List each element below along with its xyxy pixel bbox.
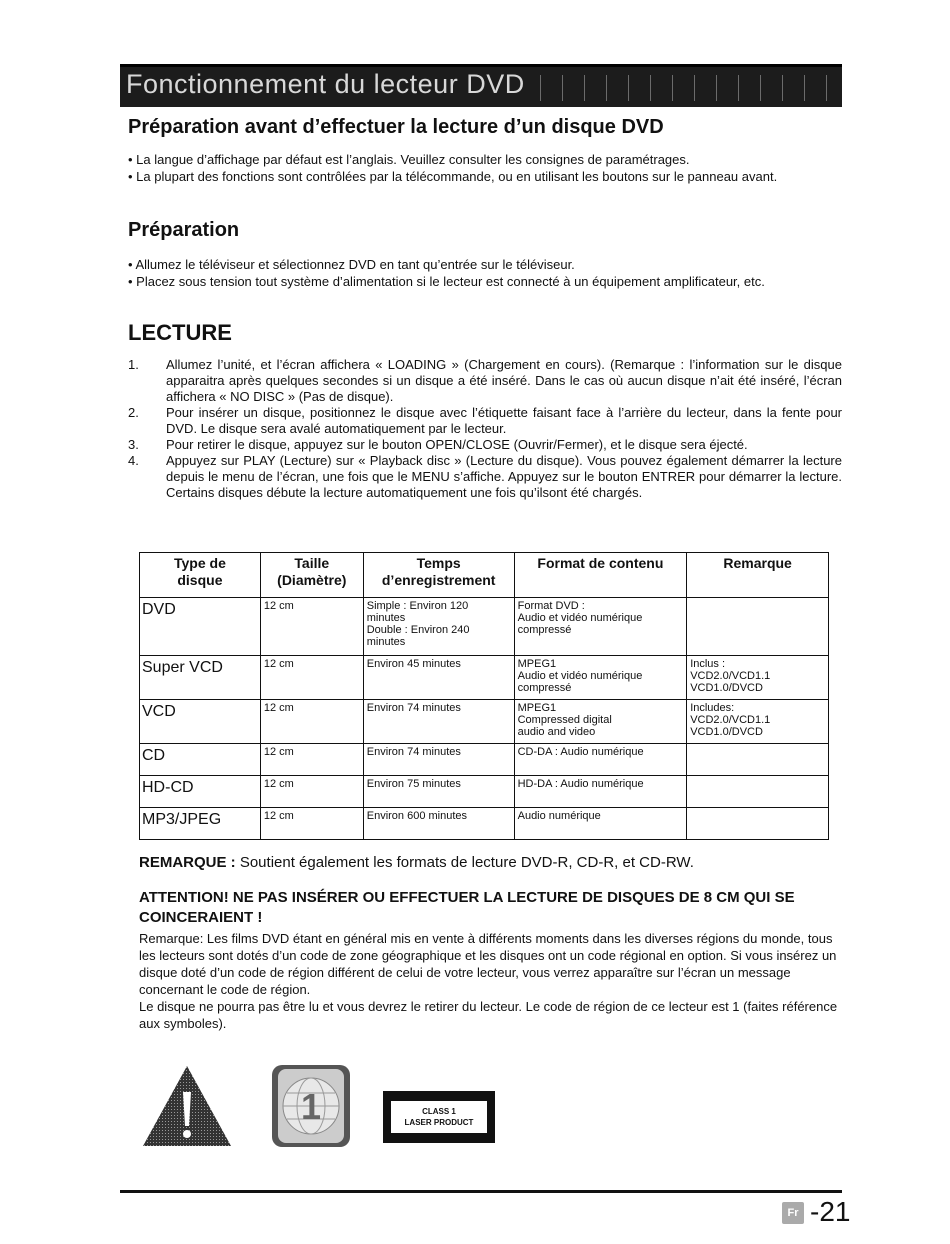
step-item: 1. Allumez l’unité, et l’écran affichera « LOADING » (Chargement en cours). (Remarque : l’information sur le disque apparaitra après quelques secondes si un disque a été inséré. Dans le cas où aucun disque n’ait été inséré, l’écran affichera « NO DISC » (Pas de disque). bbox=[128, 357, 842, 404]
cell-time: Environ 74 minutes bbox=[363, 700, 514, 744]
attention-text bbox=[139, 930, 839, 1032]
step-item: 3. Pour retirer le disque, appuyez sur le bouton OPEN/CLOSE (Ouvrir/Fermer), et le disque sera éjecté. bbox=[128, 437, 748, 452]
laser-product-label bbox=[383, 1091, 495, 1143]
cell-format: Format DVD : Audio et vidéo numérique compressé bbox=[514, 598, 687, 656]
col-header-time: Temps d’enregistrement bbox=[363, 553, 514, 598]
cell-time: Environ 45 minutes bbox=[363, 656, 514, 700]
cell-type: MP3/JPEG bbox=[140, 808, 261, 840]
cell-size: 12 cm bbox=[260, 700, 363, 744]
page-header-title: Fonctionnement du lecteur DVD bbox=[126, 69, 525, 99]
cell-type: VCD bbox=[140, 700, 261, 744]
remarque-text: Soutient également les formats de lecture DVD-R, CD-R, et CD-RW. bbox=[235, 854, 694, 871]
cell-remark bbox=[687, 776, 829, 808]
cell-type: HD-CD bbox=[140, 776, 261, 808]
section-heading-lecture: LECTURE bbox=[128, 320, 232, 345]
table-header-row bbox=[140, 553, 829, 598]
cell-remark: Inclus : VCD2.0/VCD1.1 VCD1.0/DVCD bbox=[687, 656, 829, 700]
section-heading-preparation-avant: Préparation avant d’effectuer la lecture d’un disque DVD bbox=[128, 116, 664, 138]
laser-class-text: CLASS 1 bbox=[422, 1107, 456, 1116]
attention-paragraph: Remarque: Les films DVD étant en général mis en vente à différents moments dans les diverses régions du monde, tous les lecteurs sont dotés d’un code de zone géographique et les disques ont un code régional en option. Si vous insérez un disque doté d’un code de région différent de celui de votre lecteur, vous verrez apparaître sur l’écran un message concernant le code de région. bbox=[139, 931, 837, 997]
warning-triangle-icon bbox=[141, 1064, 233, 1148]
cell-format: MPEG1 Audio et vidéo numérique compressé bbox=[514, 656, 687, 700]
disc-types-table bbox=[139, 552, 829, 840]
col-header-size: Taille (Diamètre) bbox=[260, 553, 363, 598]
cell-format: CD-DA : Audio numérique bbox=[514, 744, 687, 776]
section2-text bbox=[128, 256, 842, 290]
section1-text bbox=[128, 151, 842, 185]
attention-paragraph: Le disque ne pourra pas être lu et vous devrez le retirer du lecteur. Le code de région de ce lecteur est 1 (faites référence aux symboles). bbox=[139, 999, 838, 1031]
cell-format: HD-DA : Audio numérique bbox=[514, 776, 687, 808]
cell-size: 12 cm bbox=[260, 808, 363, 840]
cell-time: Environ 75 minutes bbox=[363, 776, 514, 808]
table-row bbox=[140, 598, 829, 656]
language-badge: Fr bbox=[782, 1202, 804, 1224]
col-header-format: Format de contenu bbox=[514, 553, 687, 598]
footer-divider bbox=[120, 1190, 842, 1193]
cell-format: Audio numérique bbox=[514, 808, 687, 840]
cell-size: 12 cm bbox=[260, 598, 363, 656]
cell-time: Environ 74 minutes bbox=[363, 744, 514, 776]
col-header-type: Type de disque bbox=[140, 553, 261, 598]
cell-size: 12 cm bbox=[260, 744, 363, 776]
cell-format: MPEG1 Compressed digital audio and video bbox=[514, 700, 687, 744]
table-row bbox=[140, 808, 829, 840]
laser-product-text: LASER PRODUCT bbox=[404, 1118, 474, 1127]
table-row bbox=[140, 656, 829, 700]
cell-remark: Includes: VCD2.0/VCD1.1 VCD1.0/DVCD bbox=[687, 700, 829, 744]
region-number: 1 bbox=[300, 1086, 322, 1127]
cell-size: 12 cm bbox=[260, 656, 363, 700]
remarque-note bbox=[139, 854, 694, 871]
cell-type: DVD bbox=[140, 598, 261, 656]
page-number: -21 bbox=[810, 1196, 851, 1227]
cell-size: 12 cm bbox=[260, 776, 363, 808]
cell-time: Simple : Environ 120 minutes Double : Environ 240 minutes bbox=[363, 598, 514, 656]
remarque-label: REMARQUE : bbox=[139, 854, 236, 871]
cell-remark bbox=[687, 598, 829, 656]
attention-heading: ATTENTION! NE PAS INSÉRER OU EFFECTUER LA LECTURE DE DISQUES DE 8 CM QUI SE COINCERAIENT ! bbox=[139, 889, 795, 926]
page-header-banner bbox=[120, 64, 842, 107]
cell-remark bbox=[687, 744, 829, 776]
bullet: • Allumez le téléviseur et sélectionnez DVD en tant qu’entrée sur le téléviseur. bbox=[128, 257, 575, 272]
section-heading-preparation: Préparation bbox=[128, 219, 240, 241]
step-item: 2. Pour insérer un disque, positionnez le disque avec l’étiquette faisant face à l’arrière du lecteur, dans la fente pour DVD. Le disque sera avalé automatiquement par le lecteur. bbox=[128, 405, 842, 436]
table-row bbox=[140, 744, 829, 776]
bullet: • La plupart des fonctions sont contrôlées par la télécommande, ou en utilisant les boutons sur le panneau avant. bbox=[128, 169, 778, 184]
col-header-remark: Remarque bbox=[687, 553, 829, 598]
lecture-steps bbox=[128, 357, 842, 501]
cell-remark bbox=[687, 808, 829, 840]
step-item: 4. Appuyez sur PLAY (Lecture) sur « Playback disc » (Lecture du disque). Vous pouvez également démarrer la lecture depuis le menu de l’écran, une fois que le MENU s’affiche. Appuyez sur le bouton ENTRER pour démarrer la lecture. Certains disques débute la lecture automatiquement une fois qu’ilsont été chargés. bbox=[128, 453, 842, 500]
banner-pattern bbox=[540, 75, 836, 101]
region-code-globe-icon bbox=[270, 1063, 352, 1149]
table-row bbox=[140, 700, 829, 744]
bullet: • La langue d’affichage par défaut est l’anglais. Veuillez consulter les consignes de paramétrages. bbox=[128, 152, 690, 167]
cell-type: CD bbox=[140, 744, 261, 776]
cell-time: Environ 600 minutes bbox=[363, 808, 514, 840]
cell-type: Super VCD bbox=[140, 656, 261, 700]
table-row bbox=[140, 776, 829, 808]
bullet: • Placez sous tension tout système d’alimentation si le lecteur est connecté à un équipement amplificateur, etc. bbox=[128, 274, 765, 289]
